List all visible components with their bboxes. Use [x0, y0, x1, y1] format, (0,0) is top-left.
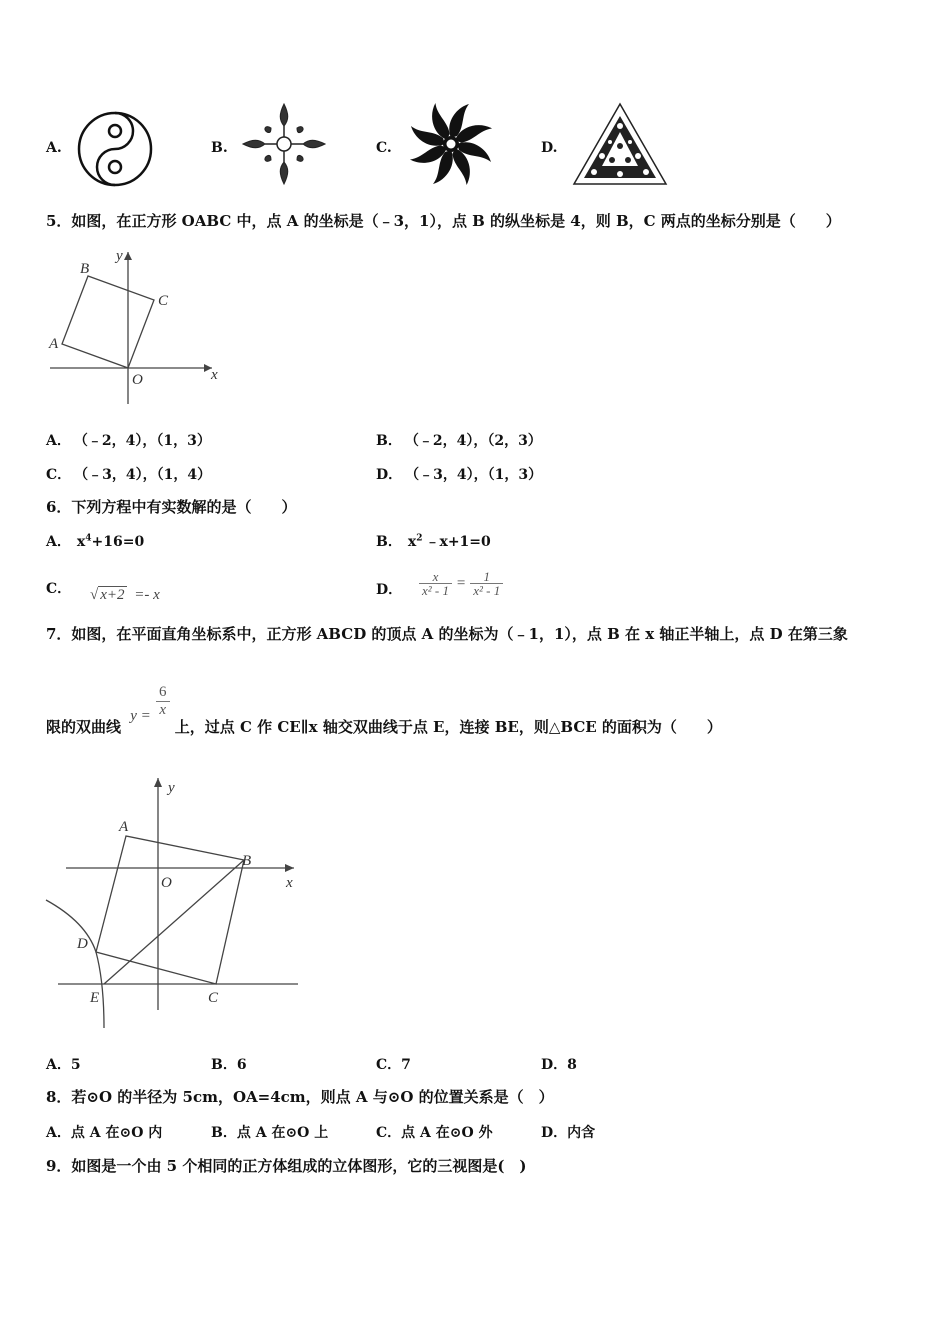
q7-label-c: C	[208, 990, 219, 1006]
q6-d-left-fraction: $\frac{x}{\text{x² - 1}}$	[419, 570, 452, 597]
ornament-cross-icon	[241, 102, 327, 186]
q5-label-o: O	[132, 372, 143, 388]
q7-segment-be	[104, 860, 244, 984]
q7-label-o: O	[161, 875, 172, 891]
q7-option-d: D．8	[541, 1057, 577, 1073]
q7-label-e: E	[90, 990, 100, 1006]
q4-option-d-letter: D.	[541, 140, 558, 156]
q7-hyperbola	[46, 900, 104, 1028]
q5-label-a: A	[49, 336, 59, 352]
q6-stem: 6．下列方程中有实数解的是（ ）	[46, 498, 297, 516]
q5-option-b: B． （﹣2，4），（2，3）	[376, 433, 542, 449]
q7-hyperbola-fraction: $\frac{6}{x}$	[156, 684, 170, 719]
q6-c-equation: √ x+2 =- x	[90, 587, 160, 603]
q6-option-d: D． $\frac{x}{\text{x² - 1}}$ = $\frac{1}{\text{x² - 1}}$	[376, 570, 503, 597]
q9-stem: 9．如图是一个由 5 个相同的正方体组成的立体图形，它的三视图是( )	[46, 1157, 527, 1175]
q8-option-b: B．点 A 在⊙O 上	[211, 1125, 329, 1141]
q5-figure	[44, 244, 229, 412]
q8-option-c: C．点 A 在⊙O 外	[376, 1125, 493, 1141]
q7-option-b: B．6	[211, 1057, 247, 1073]
q7-option-c: C．7	[376, 1057, 411, 1073]
q7-square-abcd	[96, 836, 244, 984]
yin-yang-icon	[76, 110, 154, 188]
q5-label-y: y	[116, 248, 123, 264]
q4-option-b-letter: B.	[211, 140, 228, 156]
q5-label-x: x	[211, 367, 218, 383]
q7-label-d: D	[77, 936, 88, 952]
q6-d-right-fraction: $\frac{1}{\text{x² - 1}}$	[470, 570, 503, 597]
q7-stem-line2: 限的双曲线 y = $\frac{6}{x}$ 上，过点 C 作 CE∥x 轴交双曲线于点 E，连接 BE，则△BCE 的面积为（ ）	[46, 684, 722, 736]
q6-option-b: B． $x^2$ ﹣x+1=0	[376, 533, 491, 550]
q8-option-d: D．内含	[541, 1125, 596, 1141]
q5-label-c: C	[158, 293, 169, 309]
q6-option-c: C． √ x+2 =- x	[46, 581, 160, 603]
q7-stem-line1: 7．如图，在平面直角坐标系中，正方形 ABCD 的顶点 A 的坐标为（﹣1，1），点 B 在 x 轴正半轴上，点 D 在第三象	[46, 625, 848, 643]
q7-label-y: y	[168, 780, 175, 796]
q7-figure	[44, 772, 306, 1032]
q4-option-a-letter: A.	[46, 140, 62, 156]
q7-label-b: B	[242, 853, 252, 869]
q5-option-d: D． （﹣3，4），（1，3）	[376, 467, 543, 483]
q4-option-c-letter: C.	[376, 140, 392, 156]
q8-option-a: A．点 A 在⊙O 内	[46, 1125, 163, 1141]
pinwheel-flower-icon	[406, 100, 496, 188]
q5-square-oabc	[62, 276, 154, 368]
q5-label-b: B	[80, 261, 90, 277]
q7-option-a: A．5	[46, 1057, 81, 1073]
q7-label-a: A	[119, 819, 129, 835]
q5-option-c: C． （﹣3，4），（1，4）	[46, 467, 212, 483]
q6-option-a: A． $x^4+16=0$	[46, 533, 145, 550]
q8-stem: 8．若⊙O 的半径为 5cm，OA=4cm，则点 A 与⊙O 的位置关系是（ ）	[46, 1088, 554, 1106]
q5-option-a: A． （﹣2，4），（1，3）	[46, 433, 211, 449]
q5-stem: 5．如图，在正方形 OABC 中，点 A 的坐标是（﹣3，1），点 B 的纵坐标是 4，则 B，C 两点的坐标分别是（ ）	[46, 212, 841, 230]
q7-label-x: x	[286, 875, 293, 891]
patterned-triangle-icon	[572, 102, 668, 186]
